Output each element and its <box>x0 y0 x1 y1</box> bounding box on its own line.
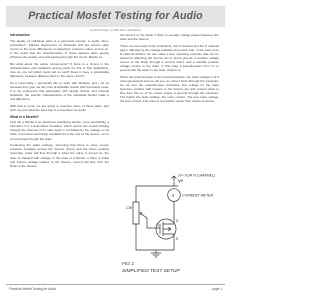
figure-caption-number: FIG 1 <box>122 262 134 267</box>
label-cw: CW <box>126 206 132 210</box>
paragraph: First off, a Mosfet is an electronic amplifying device, more specifically, a transistor. It is a field effect transistor, which means the current flowing through the channel of its main body is controlled by the voltage on its Gate, a terminal electrically insulated from the rest of the device, so no current flows through the Gate. <box>10 120 109 141</box>
label-channel: (V+ FOR N CHANNEL) <box>178 173 216 178</box>
label-s: S <box>176 237 179 241</box>
label-vplus: V+ <box>178 178 184 184</box>
paragraph: As a commodity, I personally like to work with Mosfets, and I do so because they give me the most predictable results with the fewest parts. It is my experience that particularly with simple circuits, and minimal feedback, the specific characteristics of the individual Mosfet make a real difference. <box>10 80 109 101</box>
label-g: G <box>156 223 160 227</box>
intro-heading: Introduction <box>10 33 30 37</box>
paragraph: But what about the active components? If there is a choice in the characteristics and variations among parts for this or that application, how do you tell which parts will do well? Does it have a predictable difference, between different parts in the same circuit? <box>10 61 109 78</box>
footer-title: Practical Mosfet Testing for Audio <box>9 287 57 291</box>
title-banner <box>6 6 225 27</box>
vplus-arrow-icon <box>172 176 176 181</box>
label-d: D <box>176 219 179 223</box>
ground-icon <box>151 253 161 257</box>
right-column <box>120 33 219 106</box>
paragraph: When the potentiometer is all counterclockwise, the Gate voltage is at 0 volts (grounded) and we will see no current flows through the transistor. As we turn the potentiometer clockwise, the voltage on the Gate becomes positive with respect to the Source pin and current starts to flow from the V+ of the power supply to ground through the transistor. The higher the Gate voltage, the more current. The less Gate voltage, the less current. The point of conduction varies from device to device. <box>120 75 219 104</box>
page-number: page 1 <box>212 287 222 291</box>
byline: by Nelson Pass, (c) 2003 Pass Laboratories <box>90 29 141 32</box>
paragraph: There are two basic kinds of Mosfets, the N channel and the P channel types, differing by the voltage polarities they work with. In the case of an N channel Mosfet, we can make a free operating example that can be tested by attaching the Source pin to circuit ground, a positive voltage source to the Drain through a current meter, and a variable positive voltage source to the Gate. In this case a potentiometer from V+ to ground with the wiper to the Gate. (Figure 1) <box>120 43 219 73</box>
page-title: Practical Mosfet Testing for Audio <box>28 10 203 22</box>
label-meter-i: I <box>172 193 174 199</box>
left-column <box>10 33 109 170</box>
figure-caption-title: SIMPLIFIED TEST SETUP <box>122 269 180 274</box>
mosfet-drain-lead <box>163 216 174 224</box>
potentiometer-icon <box>133 202 139 224</box>
label-current-meter: CURRENT METER <box>182 193 214 198</box>
paragraph: With that in mind, we are going to examine some of these parts, and we'll see just what the best way is to test them for audio. <box>10 103 109 112</box>
paragraph: the Source to the Drain if there is enough voltage placed between the Gate and the Source. <box>120 33 219 42</box>
section-heading: What is a Mosfet? <box>10 114 39 119</box>
paragraph: The quality of individual parts is a perennial concern to audio "do-it-yourselfers". Spirited discussions on DIYaudio and like forums often center on the sonic differences of capacitors, resistors, wires, and so on, in the belief that the characteristics of those passive parts greatly influence the quality of sound passing through the circuit. Maybe so. <box>10 38 109 59</box>
figure-1-schematic <box>116 172 221 276</box>
ground-rail-wire <box>136 250 174 253</box>
mosfet-arrow-icon <box>163 227 171 230</box>
pot-wiper-arrow <box>140 212 147 218</box>
current-meter-icon <box>168 189 181 202</box>
paragraph: Continuing the water analogy, assuming that there is some source pressure (voltage) across the Source (input) and the Drain (output) terminals, water will flow through it when the valve is turned on, the Gate is charged with voltage. In the case of a Mosfet, if there is Drain and Source voltage relative to the Source, current will flow from the Drain to the Source. <box>10 143 109 168</box>
page-footer <box>6 284 225 291</box>
schematic-drawing <box>116 172 221 276</box>
top-rail-wire <box>136 182 178 202</box>
